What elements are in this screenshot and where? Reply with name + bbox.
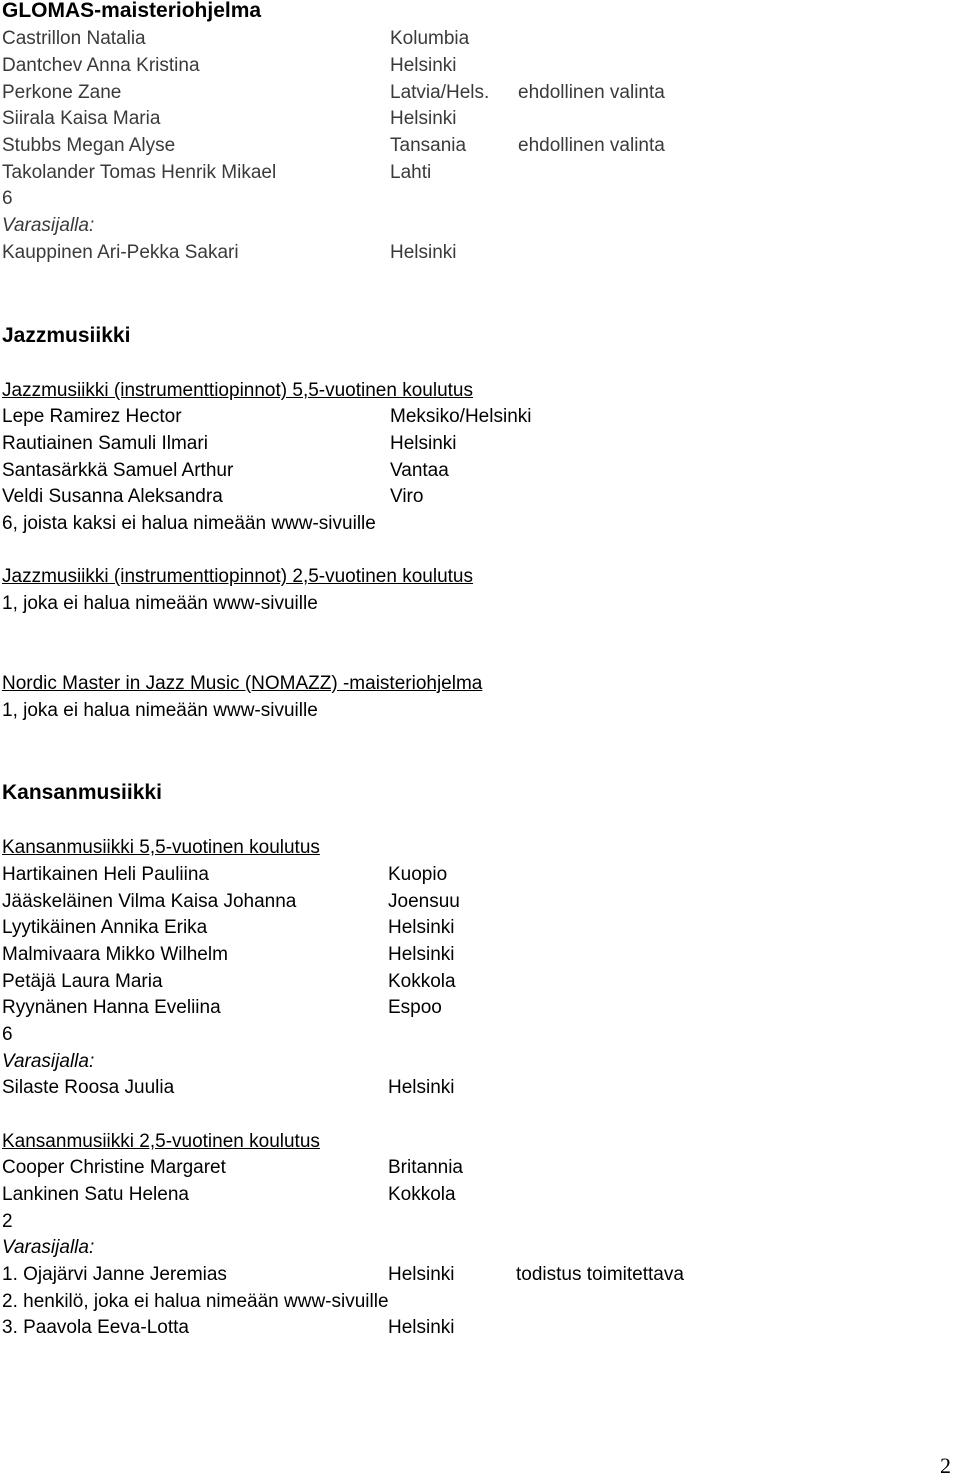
glomas-title: GLOMAS-maisteriohjelma — [2, 0, 262, 22]
folk-p1-city-4: Helsinki — [388, 944, 455, 965]
folk-p1-name-3: Lyytikäinen Annika Erika — [2, 917, 208, 938]
folk-p2-reserve-3-name: 3. Paavola Eeva-Lotta — [2, 1317, 189, 1338]
glomas-city-6: Lahti — [390, 162, 432, 183]
folk-program2-title: Kansanmusiikki 2,5-vuotinen koulutus — [2, 1131, 320, 1152]
glomas-city-5: Tansania — [390, 135, 467, 156]
glomas-name-3: Perkone Zane — [2, 82, 122, 103]
folk-p2-city-2: Kokkola — [388, 1184, 456, 1205]
folk-p1-name-1: Hartikainen Heli Pauliina — [2, 864, 209, 885]
glomas-name-4: Siirala Kaisa Maria — [2, 108, 161, 129]
folk-p2-name-1: Cooper Christine Margaret — [2, 1157, 226, 1178]
glomas-city-1: Kolumbia — [390, 28, 470, 49]
folk-p2-reserve-2-name: 2. henkilö, joka ei halua nimeään www-sivuille — [2, 1291, 389, 1312]
glomas-note-5: ehdollinen valinta — [518, 135, 665, 156]
jazz-p1-name-3: Santasärkkä Samuel Arthur — [2, 460, 234, 481]
folk-p1-city-6: Espoo — [388, 997, 442, 1018]
glomas-reserve-city: Helsinki — [390, 242, 457, 263]
folk-p2-reserve-1-name: 1. Ojajärvi Janne Jeremias — [2, 1264, 227, 1285]
folk-p1-city-5: Kokkola — [388, 971, 456, 992]
folk-p2-count: 2 — [2, 1211, 13, 1232]
glomas-name-1: Castrillon Natalia — [2, 28, 146, 49]
folk-p1-name-4: Malmivaara Mikko Wilhelm — [2, 944, 228, 965]
folk-p2-reserve-label: Varasijalla: — [2, 1237, 95, 1258]
folk-p1-name-5: Petäjä Laura Maria — [2, 971, 163, 992]
jazz-p1-name-2: Rautiainen Samuli Ilmari — [2, 433, 208, 454]
folk-p2-reserve-1-city: Helsinki — [388, 1264, 455, 1285]
glomas-name-6: Takolander Tomas Henrik Mikael — [2, 162, 277, 183]
folk-p1-reserve-city: Helsinki — [388, 1077, 455, 1098]
glomas-reserve-label: Varasijalla: — [2, 215, 95, 236]
glomas-city-2: Helsinki — [390, 55, 457, 76]
jazz-program1-title: Jazzmusiikki (instrumenttiopinnot) 5,5-vuotinen koulutus — [2, 380, 473, 401]
glomas-city-4: Helsinki — [390, 108, 457, 129]
jazz-p1-city-2: Helsinki — [390, 433, 457, 454]
folk-p1-reserve-name: Silaste Roosa Juulia — [2, 1077, 175, 1098]
jazz-p3-summary: 1, joka ei halua nimeään www-sivuille — [2, 700, 318, 721]
folk-p1-name-6: Ryynänen Hanna Eveliina — [2, 997, 221, 1018]
jazz-p1-name-1: Lepe Ramirez Hector — [2, 406, 182, 427]
glomas-reserve-name: Kauppinen Ari-Pekka Sakari — [2, 242, 239, 263]
glomas-city-3: Latvia/Hels. — [390, 82, 490, 103]
jazz-p1-summary: 6, joista kaksi ei halua nimeään www-sivuille — [2, 513, 376, 534]
folk-p2-reserve-3-city: Helsinki — [388, 1317, 455, 1338]
jazz-p2-summary: 1, joka ei halua nimeään www-sivuille — [2, 593, 318, 614]
folk-p1-city-3: Helsinki — [388, 917, 455, 938]
page-number: 2 — [940, 1453, 951, 1478]
jazz-program3-title: Nordic Master in Jazz Music (NOMAZZ) -maisteriohjelma — [2, 673, 483, 694]
glomas-name-5: Stubbs Megan Alyse — [2, 135, 176, 156]
jazz-p1-city-3: Vantaa — [390, 460, 449, 481]
glomas-name-2: Dantchev Anna Kristina — [2, 55, 200, 76]
folk-p2-name-2: Lankinen Satu Helena — [2, 1184, 189, 1205]
folk-title: Kansanmusiikki — [2, 781, 162, 804]
folk-p1-name-2: Jääskeläinen Vilma Kaisa Johanna — [2, 891, 297, 912]
glomas-count: 6 — [2, 188, 13, 209]
jazz-p1-name-4: Veldi Susanna Aleksandra — [2, 486, 223, 507]
glomas-note-3: ehdollinen valinta — [518, 82, 665, 103]
folk-p1-reserve-label: Varasijalla: — [2, 1051, 95, 1072]
jazz-title: Jazzmusiikki — [2, 324, 131, 347]
jazz-program2-title: Jazzmusiikki (instrumenttiopinnot) 2,5-vuotinen koulutus — [2, 566, 473, 587]
folk-p2-reserve-1-note: todistus toimitettava — [516, 1264, 684, 1285]
jazz-p1-city-4: Viro — [390, 486, 424, 507]
folk-p1-city-2: Joensuu — [388, 891, 460, 912]
folk-p1-city-1: Kuopio — [388, 864, 448, 885]
folk-p1-count: 6 — [2, 1024, 13, 1045]
folk-program1-title: Kansanmusiikki 5,5-vuotinen koulutus — [2, 837, 320, 858]
jazz-p1-city-1: Meksiko/Helsinki — [390, 406, 532, 427]
folk-p2-city-1: Britannia — [388, 1157, 463, 1178]
